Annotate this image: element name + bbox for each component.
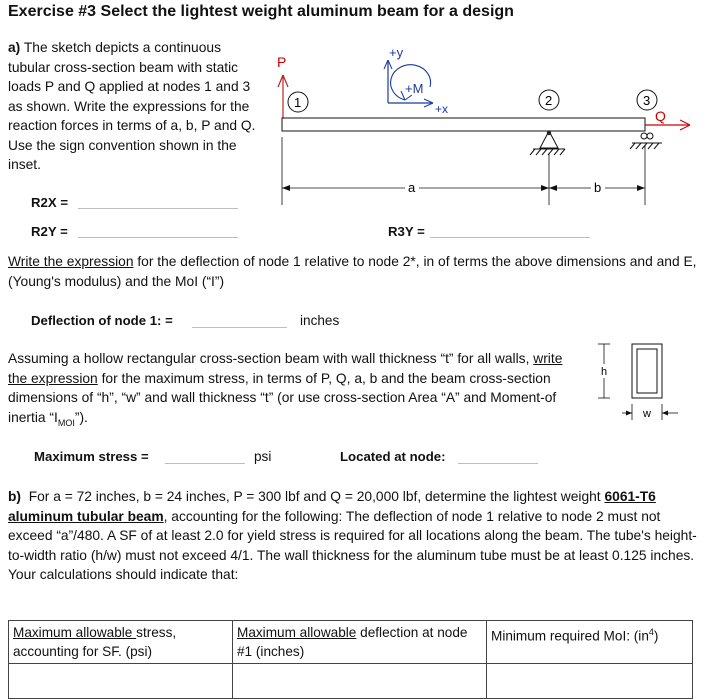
deflection-label: Deflection of node 1: = <box>31 313 173 328</box>
header-max-deflection <box>233 621 487 664</box>
header-min-moi-a: Minimum required MoI: (in <box>491 628 649 644</box>
max-stress-answer-line[interactable] <box>165 463 245 464</box>
stress-prompt-sub: MOI <box>57 417 75 428</box>
dim-b-label: b <box>594 180 602 195</box>
label-plus-y: +y <box>389 45 404 60</box>
part-b-t1: For a = 72 inches, b = 24 inches, P = 300 lbf and Q = 20,000 lbf, determine the lightest weight <box>28 489 605 504</box>
node-2-label: 2 <box>545 93 553 108</box>
label-h: h <box>601 366 608 378</box>
deflection-answer-line[interactable] <box>192 327 287 328</box>
page-title: Exercise #3 Select the lightest weight aluminum beam for a design <box>8 3 514 20</box>
node-1-label: 1 <box>294 95 302 110</box>
r3y-label: R3Y = <box>388 224 425 239</box>
part-b-t2: , accounting for the following: The deflection of node 1 relative to node 2 must not exceed “a”/480. A SF of at least 2.0 for yield stress is required for all locations along the beam. The tube's height-to-width ratio (h/w) must not exceed 4/1. The wall thickness for the aluminum tube must be at least 0.125 inches. Your calculations should indicate that: <box>8 508 697 582</box>
beam-diagram <box>265 45 705 215</box>
node-3-label: 3 <box>643 93 651 108</box>
r3y-answer-line[interactable] <box>430 237 590 238</box>
stress-prompt-p3: ”). <box>74 409 88 425</box>
stress-prompt-p1: Assuming a hollow rectangular cross-section beam with wall thickness “t” for all walls, <box>8 351 534 366</box>
header-max-deflection-u: Maximum allowable <box>237 625 357 640</box>
located-answer-line[interactable] <box>458 463 538 464</box>
answer-max-deflection-cell[interactable] <box>233 664 487 699</box>
r2y-answer-line[interactable] <box>78 237 238 238</box>
r2x-label: R2X = <box>31 195 69 210</box>
table-answer-row[interactable] <box>9 664 693 699</box>
header-min-moi-b: ) <box>653 628 659 644</box>
part-a-label: a) <box>8 40 21 55</box>
label-q: Q <box>655 108 666 124</box>
header-max-stress <box>9 621 233 664</box>
max-stress-label: Maximum stress = <box>34 449 149 464</box>
answer-table <box>8 620 693 699</box>
part-a-body: The sketch depicts a continuous tubular cross-section beam with static loads P and Q applied at nodes 1 and 3 as shown. Write the expressions for the reaction forces in terms of a, b, P and Q. Use the sign convention shown in the inset. <box>8 40 256 172</box>
located-label: Located at node: <box>340 449 446 464</box>
stress-prompt-p2: for the maximum stress, in terms of P, Q, a, b and the beam cross-section dimensions of “h”, “w” and wall thickness “t” (or use cross-section Area “A” and Moment-of inertia “I <box>8 370 557 425</box>
part-a-text <box>8 38 256 175</box>
label-w: w <box>643 408 651 420</box>
part-b-text <box>8 487 698 585</box>
table-header-row <box>9 621 693 664</box>
header-max-stress-rest: stress, accounting for SF. (psi) <box>13 625 177 659</box>
header-max-stress-u: Maximum allowable <box>13 625 137 640</box>
header-min-moi <box>487 621 693 664</box>
deflection-prompt <box>8 252 698 291</box>
deflection-prompt-underlined: Write the expression <box>8 254 134 269</box>
tube-inner <box>637 349 657 393</box>
deflection-prompt-rest: for the deflection of node 1 relative to node 2*, in of terms the above dimensions and and E, (Young's modulus) and the MoI (“I”) <box>8 254 697 289</box>
roller-support <box>641 133 647 139</box>
part-b-label: b) <box>8 489 22 504</box>
header-min-moi-sup: 4 <box>648 627 654 637</box>
cross-section-diagram <box>590 336 700 426</box>
part-b-material: 6061-T6 aluminum tubular beam <box>8 489 656 524</box>
max-stress-unit: psi <box>254 449 272 464</box>
stress-prompt-underlined: write the expression <box>8 351 563 386</box>
label-p: P <box>277 54 287 70</box>
r2x-answer-line[interactable] <box>78 208 238 209</box>
header-max-deflection-rest: deflection at node #1 (inches) <box>237 625 468 659</box>
label-plus-m: +M <box>405 81 424 96</box>
dim-a-label: a <box>408 180 416 195</box>
answer-max-stress-cell[interactable] <box>9 664 233 699</box>
beam <box>282 118 645 131</box>
deflection-unit: inches <box>300 313 340 328</box>
label-plus-x: +x <box>435 102 449 116</box>
r2y-label: R2Y = <box>31 224 68 239</box>
answer-min-moi-cell[interactable] <box>487 664 693 699</box>
stress-prompt <box>8 349 578 433</box>
